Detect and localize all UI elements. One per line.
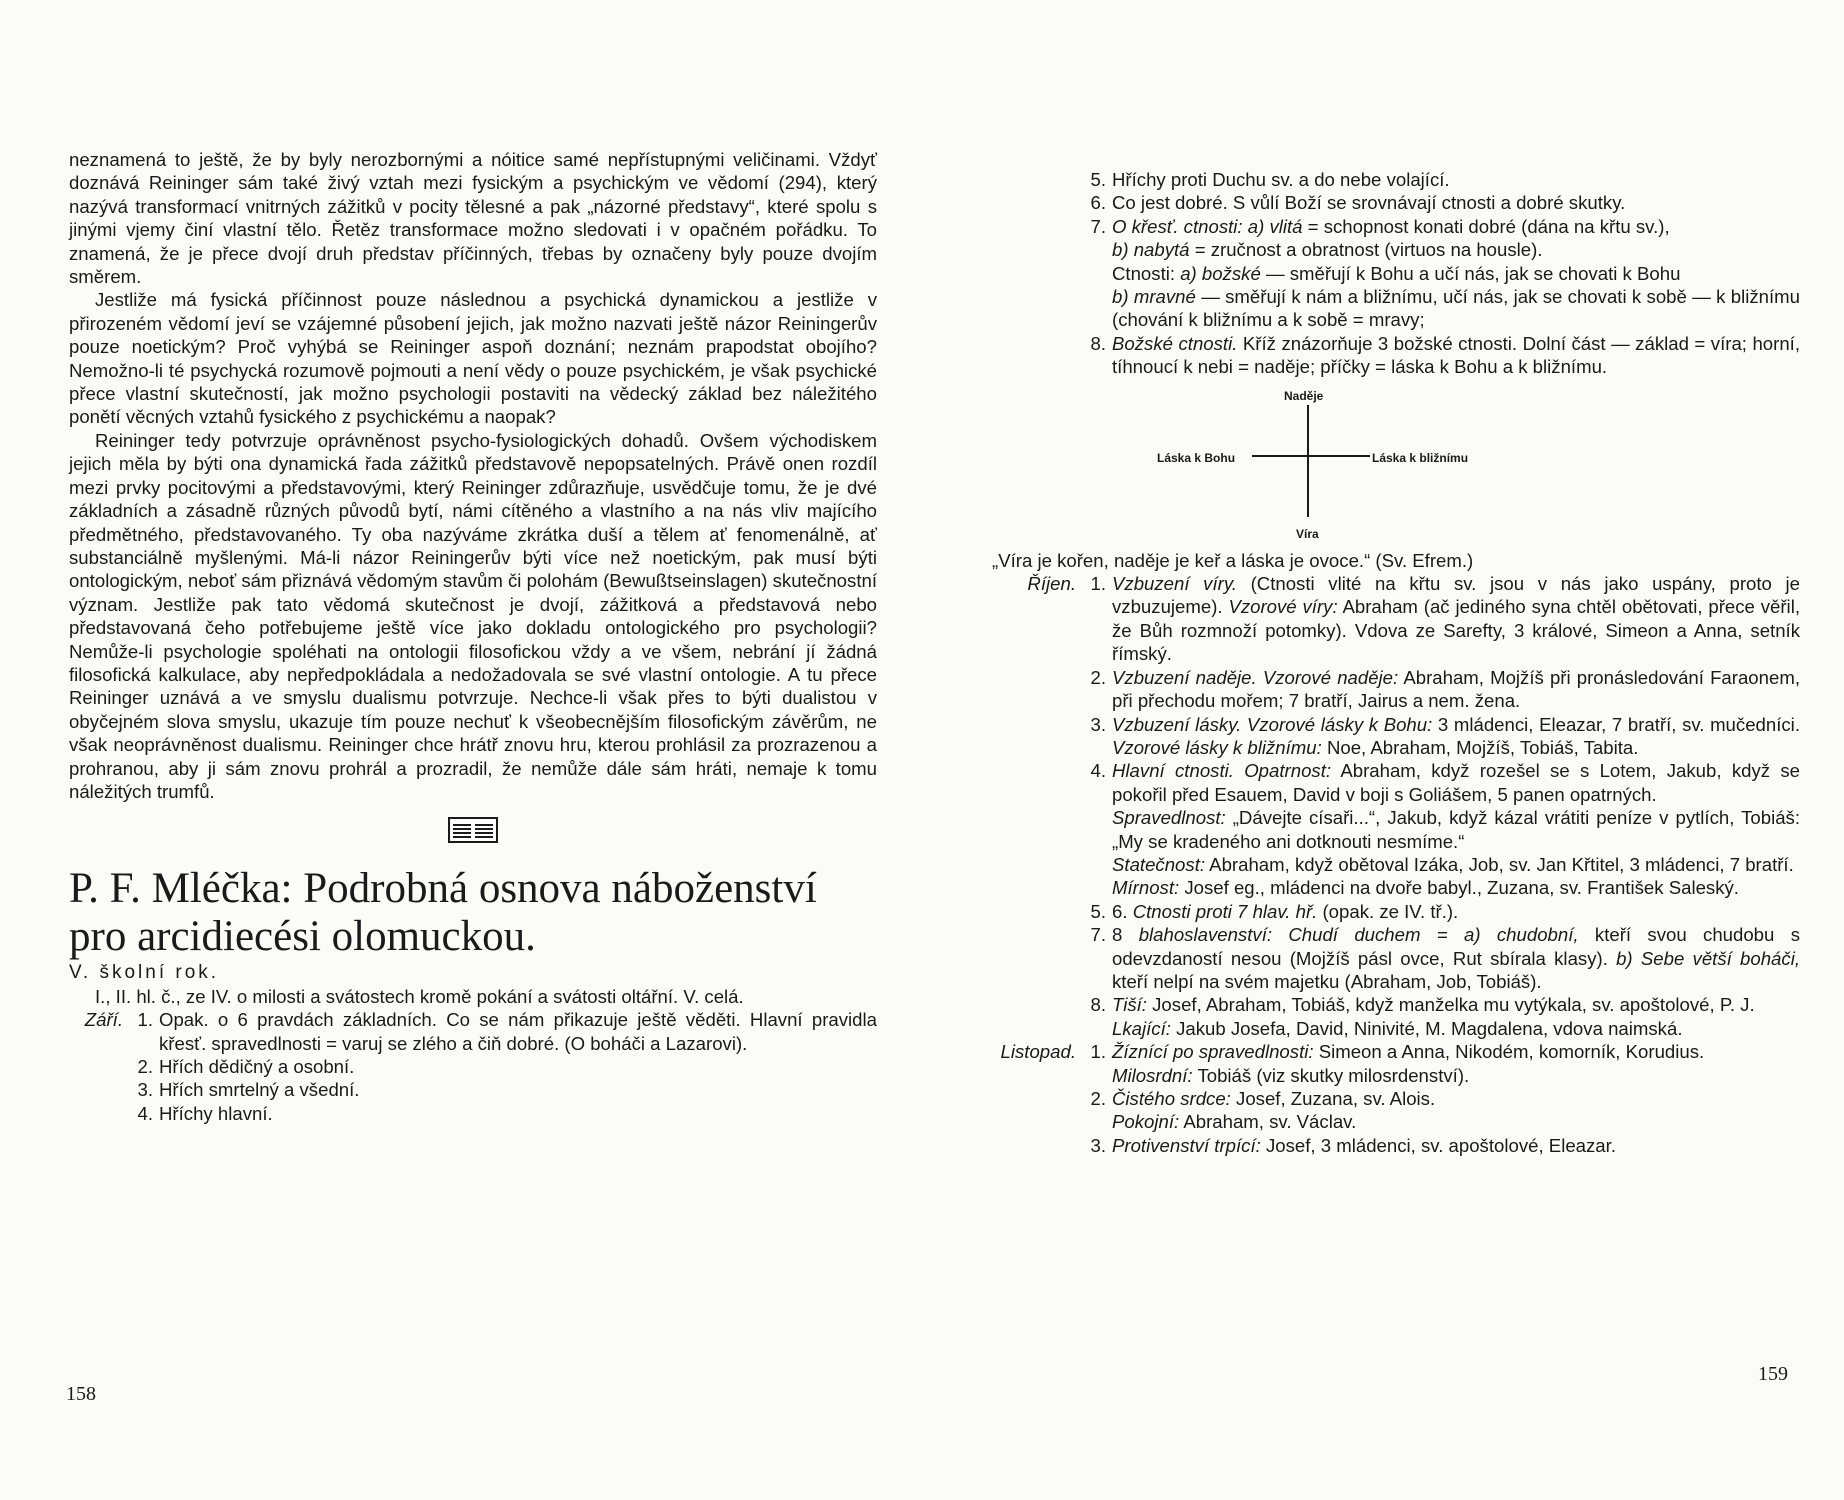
item-text: Vzbuzení víry. (Ctnosti vlité na křtu sv. jsou v nás jako uspány, proto je vzbuzujeme). Vzorové víry: Abraham (ač jediného syna chtěl obětovati, přece věřil, že Bůh rozmnoží potomky). Vdova ze Sarefty, 3 králové, Simeon a Anna, setník římský.: [1112, 573, 1800, 665]
item-number: 8.: [1090, 332, 1106, 354]
item-text: Milosrdní: Tobiáš (viz skutky milosrdenství).: [1112, 1064, 1470, 1086]
left-column: [69, 148, 877, 1125]
item-text: Hříchy proti Duchu sv. a do nebe volající.: [1112, 169, 1450, 190]
item-number: 1.: [1090, 1041, 1106, 1063]
list-item: [992, 759, 1800, 899]
list-item: [992, 168, 1800, 191]
item-number: 1.: [1090, 573, 1106, 595]
list-item: [992, 332, 1800, 379]
cross-label-top: Naděje: [1284, 388, 1324, 403]
article-title-line-2: pro arcidiecési olomuckou.: [69, 913, 536, 961]
cross-diagram: [992, 383, 1800, 543]
item-number: 3.: [1090, 713, 1106, 735]
item-number: 4.: [137, 1102, 153, 1124]
list-item: [992, 191, 1800, 214]
list-item: [992, 900, 1800, 923]
page-number: 158: [66, 1383, 96, 1405]
list-item: [69, 1055, 877, 1078]
item-text: Vzbuzení lásky. Vzorové lásky k Bohu: 3 mládenci, Eleazar, 7 bratří, sv. mučedníci. Vzorové lásky k bližnímu: Noe, Abraham, Mojžíš, Tobiáš, Tabita.: [1112, 713, 1800, 758]
list-item: [992, 923, 1800, 993]
month-label-listopad: Listopad.: [1000, 1041, 1076, 1063]
cross-label-bottom: Víra: [1296, 526, 1319, 541]
list-item: [992, 713, 1800, 760]
item-text: Pokojní: Abraham, sv. Václav.: [1112, 1111, 1357, 1133]
item-number: 2.: [1090, 1088, 1106, 1109]
item-number: 2.: [1090, 666, 1106, 688]
cross-horizontal-beam: [1252, 455, 1370, 457]
cross-vertical-beam: [1307, 405, 1309, 517]
item-text: Opak. o 6 pravdách základních. Co se nám přikazuje ještě věděti. Hlavní pravidla křesť. spravedlnosti = varuj se zlého a čiň dobré. (O boháči a Lazarovi).: [159, 1009, 877, 1054]
item-number: 3.: [1090, 1134, 1106, 1156]
item-number: 7.: [1090, 924, 1106, 946]
right-page: [922, 0, 1844, 1500]
list-item: [992, 1087, 1800, 1110]
ornament-icon: [448, 817, 498, 843]
paragraph: Reininger tedy potvrzuje oprávněnost psycho-fysiologických dohadů. Ovšem východiskem jejich měla by býti ona dynamická řada zážitků představově nepopsatelných. Právě onen rozdíl mezi prvky pocitovými a představovými, který Reininger zdůrazňuje, usvědčuje tomu, že je dvé základních a zásadně různých původů bytí, námi cítěného a vlastního a na nás vliv majícího předmětného, představovaného. Ty oba nazýváme zkrátka duší a tělem ať fenomenálně, ať substanciálně myšlenými. Má-li názor Reiningerův býti více než noetickým, pak musí býti ontologickým, neboť sám přiznává vědomým stavům či polohám (Bewußtseinslagen) skutečnostní význam. Jestliže pak tato vědomá skutečnost je dvojí, zážitková a představová nebo představovaná čeho potřebujeme ještě více jako dokladu ontologického pro psychologii? Nemůže-li psychologie spoléhati na ontologii filosofickou vždy a ve všem, nebrání jí žádná filosofická kalkulace, aby nepředpokládala a nedožadovala se své vlastní ontologie. A tu přece Reininger uznává a ve smyslu dualismu potvrzuje. Nechce-li však přes to býti dualistou v obyčejném slova smyslu, ukazuje tím pouze nechuť k všeobecnějším filosofickým závěrům, ne však neoprávněnost dualismu. Reininger chce hrátř znovu hru, kterou prohlásil za prozrazenou a prohranou, aby ji sám znovu prohrál a prozradil, že nemůže dále sám hráti, nemaje k tomu náležitých trumfů.: [69, 429, 877, 802]
item-text: Hříchy hlavní.: [159, 1102, 273, 1124]
cross-label-left: Láska k Bohu: [1157, 450, 1236, 465]
list-item: [69, 1008, 877, 1055]
list-item: [992, 993, 1800, 1040]
list-item: [992, 1064, 1800, 1087]
item-number: 4.: [1090, 760, 1106, 782]
item-number: 2.: [137, 1056, 153, 1077]
list-item: [69, 1102, 877, 1125]
item-text: Tiší: Josef, Abraham, Tobiáš, když manželka mu vytýkala, sv. apoštolové, P. J. Lkající: Jakub Josefa, David, Ninivité, M. Magdalena, vdova naimská.: [1112, 994, 1755, 1039]
article-title-line-1: P. F. Mléčka: Podrobná osnova náboženství: [69, 865, 817, 913]
item-number: 3.: [137, 1079, 153, 1101]
item-text: Božské ctnosti. Kříž znázorňuje 3 božské ctnosti. Dolní část — základ = víra; horní, tíhnoucí k nebi = naděje; příčky = láska k Bohu a k bližnímu.: [1112, 332, 1800, 378]
list-item: [992, 1040, 1800, 1063]
item-number: 7.: [1090, 215, 1106, 237]
item-number: 6.: [1090, 192, 1106, 214]
item-text: Protivenství trpící: Josef, 3 mládenci, sv. apoštolové, Eleazar.: [1112, 1134, 1616, 1156]
item-text: Čistého srdce: Josef, Zuzana, sv. Alois.: [1112, 1088, 1436, 1109]
school-year-subtitle: V. školní rok.: [69, 962, 220, 984]
intro-text: I., II. hl. č., ze IV. o milosti a svátostech kromě pokání a svátosti oltářní. V. celá.: [95, 985, 744, 1007]
month-label-zari: Září.: [84, 1009, 123, 1031]
quote: „Víra je kořen, naděje je keř a láska je ovoce.“ (Sv. Efrem.): [992, 549, 1474, 571]
cross-label-right: Láska k bližnímu: [1372, 450, 1469, 465]
month-label-rijen: Říjen.: [1027, 573, 1076, 595]
item-text: 8 blahoslavenství: Chudí duchem = a) chudobní, kteří svou chudobu s odevzdaností nesou (Mojžíš pásl ovce, Rut sbírala klasy). b) Sebe větší boháči, kteří nelpí na svém majetku (Abraham, Job, Tobiáš).: [1112, 924, 1800, 992]
item-number: 5.: [1090, 169, 1106, 190]
list-item: [992, 1110, 1800, 1133]
item-number: 8.: [1090, 994, 1106, 1016]
list-item: [69, 1078, 877, 1101]
paragraph: Jestliže má fysická příčinnost pouze následnou a psychická dynamickou a jestliže v přirozeném vědomí jeví se vzájemné působení jejich, jak možno nazvati ještě názor Reiningerův pouze noetickým? Proč vyhýbá se Reininger aspoň doznání; neznám prapodstat obojího? Nemožno-li té psychycká rozumově pojmouti a není vědy o pouze psychickém, je však psychické přece vlastní skutečností, jak možno psychologii postaviti na vědecký základ bez náležitého ponětí věcných vztahů fysického z psychickému a naopak?: [69, 289, 877, 428]
item-text: Žíznící po spravedlnosti: Simeon a Anna, Nikodém, komorník, Korudius.: [1112, 1041, 1705, 1063]
item-text: 6. Ctnosti proti 7 hlav. hř. (opak. ze IV. tř.).: [1112, 900, 1459, 922]
list-item: [992, 666, 1800, 713]
item-text: Hřích smrtelný a všední.: [159, 1079, 360, 1101]
item-number: 5.: [1090, 900, 1106, 922]
list-item: [992, 1134, 1800, 1157]
item-text: Co jest dobré. S vůlí Boží se srovnávají ctnosti a dobré skutky.: [1112, 192, 1626, 214]
item-text: Hřích dědičný a osobní.: [159, 1056, 355, 1077]
item-text: O křesť. ctnosti: a) vlitá = schopnost konati dobré (dána na křtu sv.), b) nabytá = zručnost a obratnost (virtuos na housle). Ctnosti: a) božské — směřují k Bohu a učí nás, jak se chovati k Bohu b) mravné — směřují k nám a bližnímu, učí nás, jak se chovati k sobě — k bližnímu (chování k bližnímu a k sobě = mravy;: [1112, 215, 1800, 331]
section-divider-ornament: [69, 817, 877, 843]
item-number: 1.: [137, 1009, 153, 1031]
list-item: [992, 215, 1800, 332]
item-text: Vzbuzení naděje. Vzorové naděje: Abraham, Mojžíš při pronásledování Faraonem, při přechodu mořem; 7 bratří, Jairus a nem. žena.: [1112, 666, 1800, 712]
right-column: [992, 168, 1800, 1157]
page-number: 159: [1758, 1363, 1788, 1385]
item-text: Hlavní ctnosti. Opatrnost: Abraham, když rozešel se s Lotem, Jakub, když se pokořil před Esauem, David v boji s Goliášem, 5 panen opatrných. Spravedlnost: „Dávejte císaři...“, Jakub, když kázal vrátiti peníze v pytlích, Tobiáš: „My se kradeného ani dotknouti nesmíme.“ Statečnost: Abraham, když obětoval Izáka, Job, sv. Jan Křtitel, 3 mládenci, 7 bratří. Mírnost: Josef eg., mládenci na dvoře babyl., Zuzana, sv. František Saleský.: [1112, 760, 1800, 899]
list-item: [992, 572, 1800, 666]
paragraph: neznamená to ještě, že by byly nerozbornými a nóitice samé nepřístupnými veličinami. Vždyť doznává Reininger sám také živý vztah mezi fysickým a psychickým ve vědomí (294), který nazývá transformací vnitrných zážitků v pocity tělesné a pak „názorné představy“, které spolu s jinými vjemy činí vlastní tělo. Řetěz transformace možno sledovati i v opačném pořádku. To znamená, že je přece dvojí druh představ příčinných, třebas by označeny byly pouze dvojím směrem.: [69, 149, 877, 288]
